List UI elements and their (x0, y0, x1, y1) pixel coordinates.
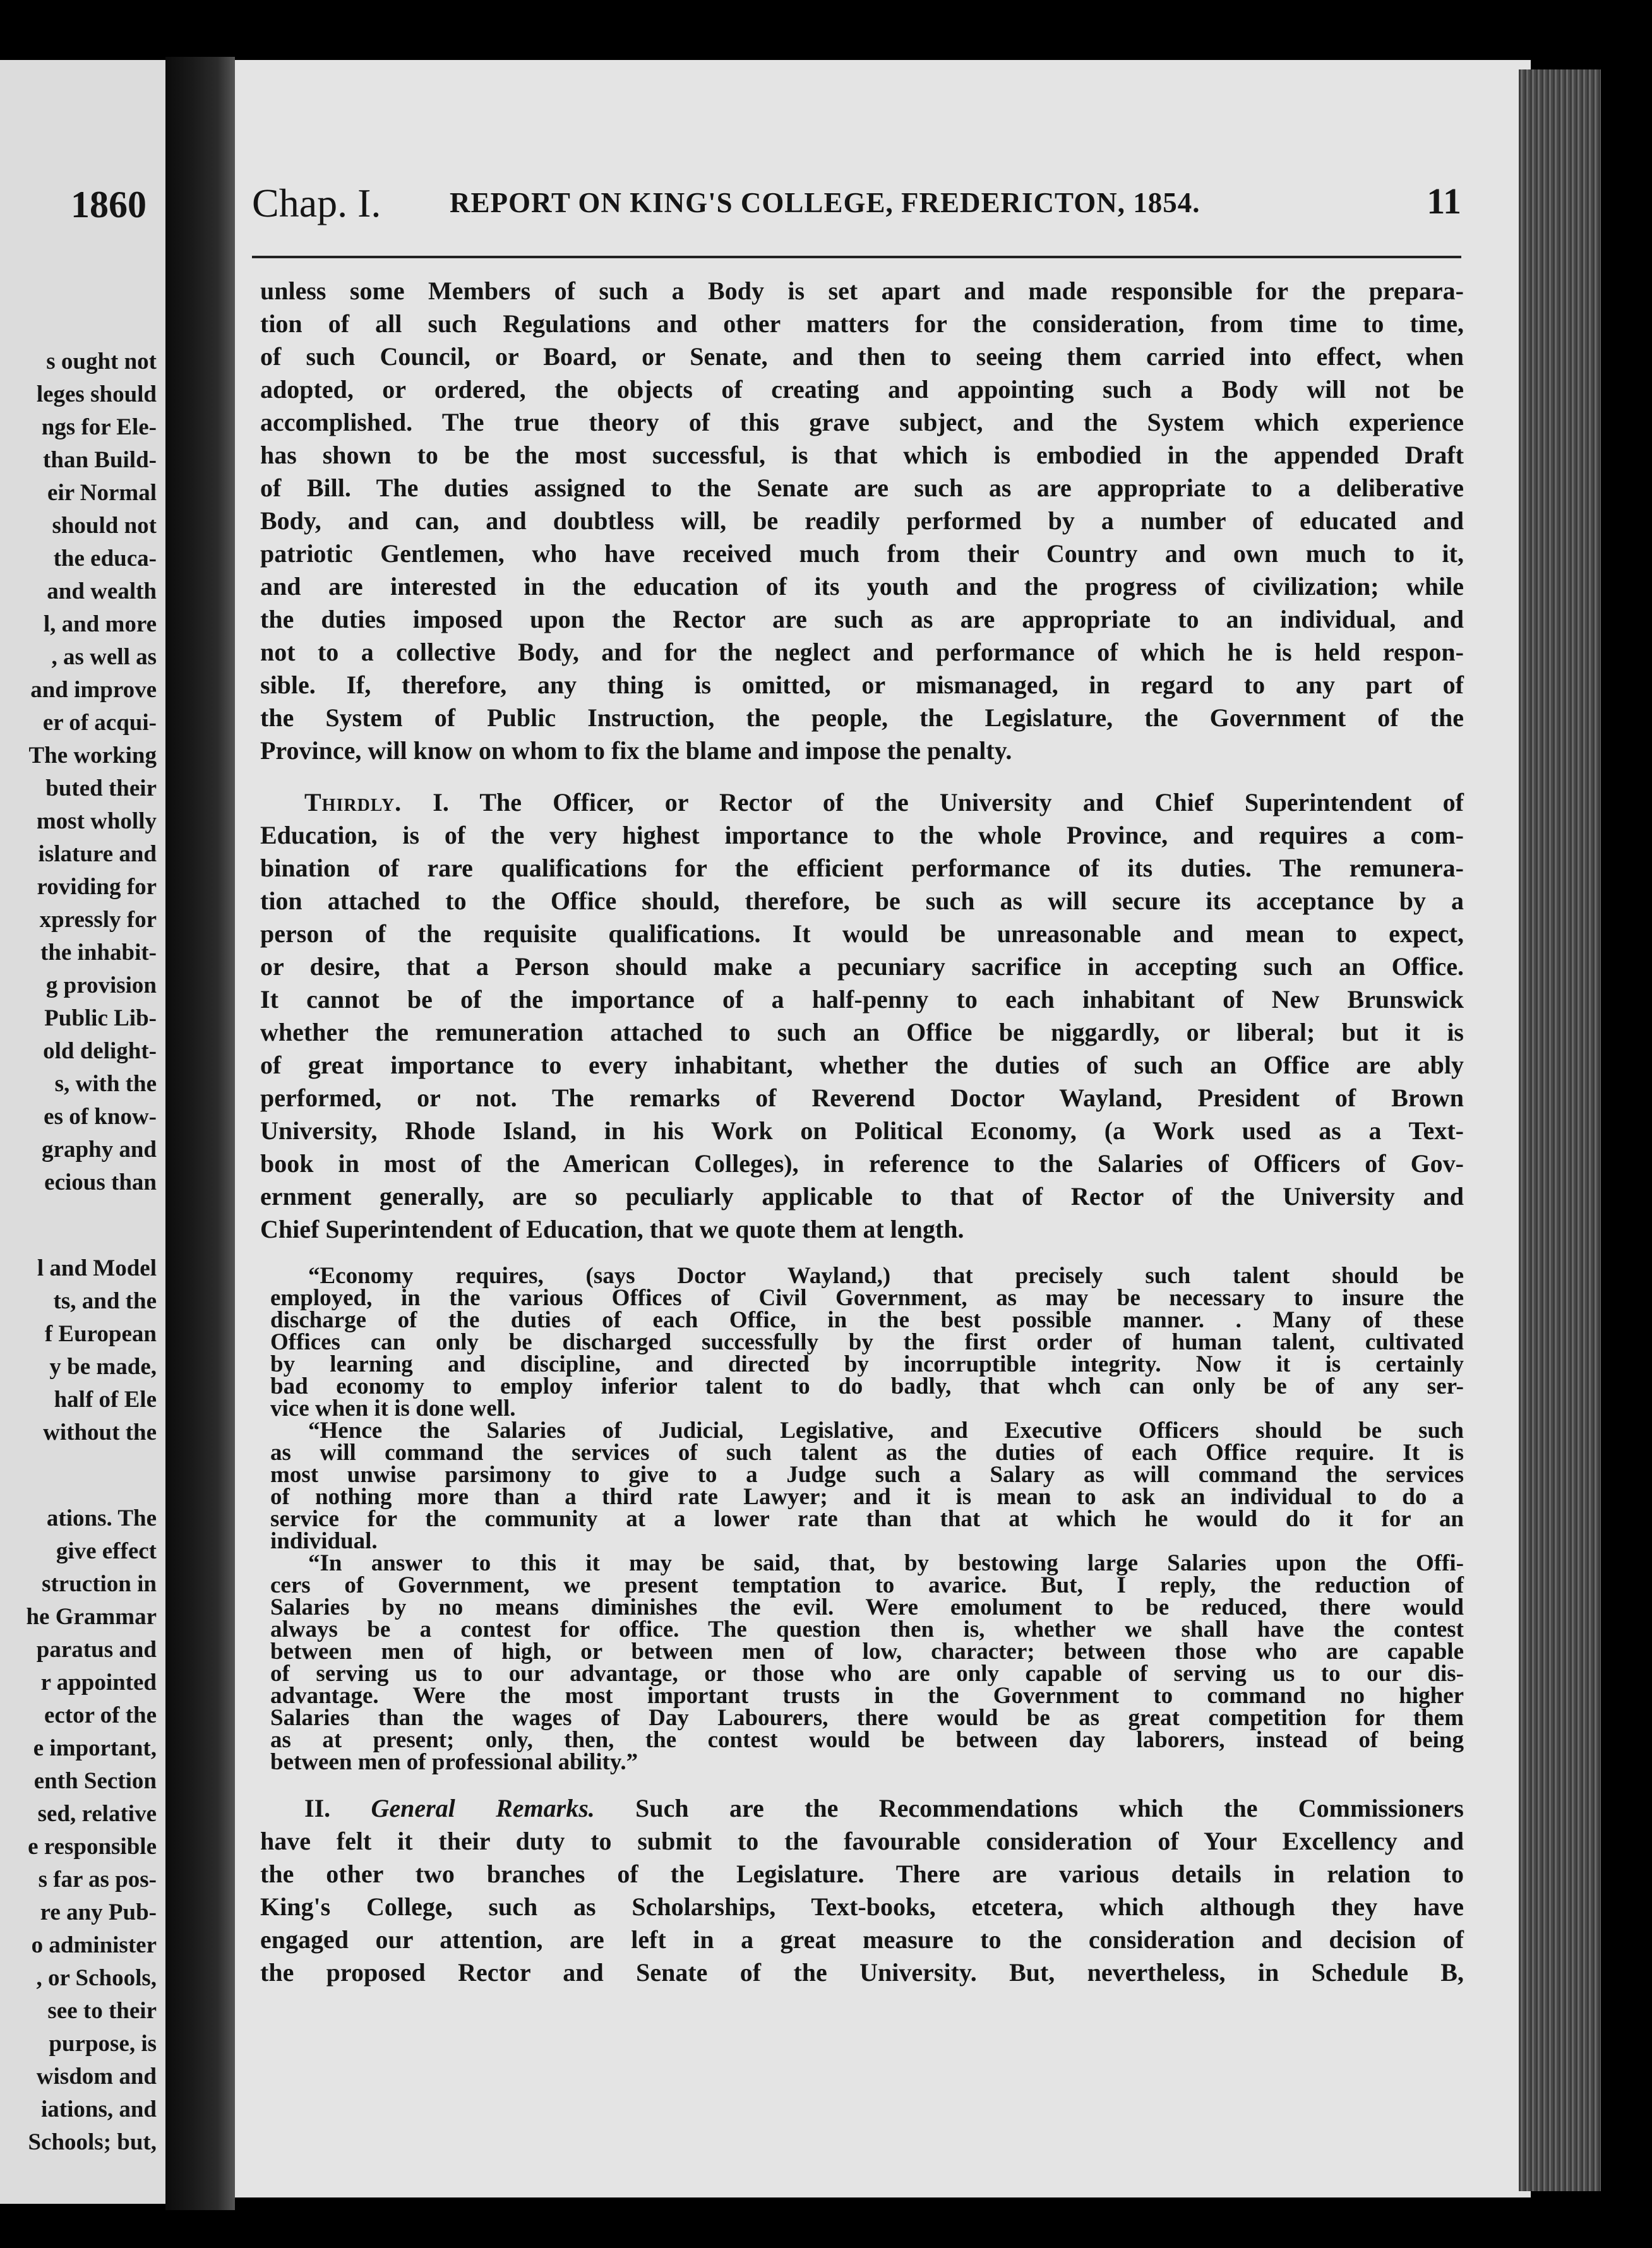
quote-line: individual. (270, 1528, 378, 1554)
quote-line: Salaries than the wages of Day Labourers, there would be as great competition for them (270, 1705, 1464, 1731)
quote-line: most unwise parsimony to give to a Judge such a Salary as will command the services (270, 1462, 1464, 1488)
left-text-line: , or Schools, (36, 1965, 157, 1991)
chapter-label: Chap. I. (252, 181, 381, 225)
quote-line: discharge of the duties of each Office, in the best possible manner. . Many of these (270, 1307, 1464, 1333)
left-text-line: sed, relative (37, 1801, 157, 1827)
left-text-line: g provision (45, 972, 157, 998)
left-text-line: paratus and (36, 1637, 157, 1663)
quote-line: always be a contest for office. The question then is, whether we shall have the contest (270, 1617, 1464, 1642)
quote-line: service for the community at a lower rate than that at which he would do it for an (270, 1506, 1464, 1532)
quote-line: as will command the services of such talent as the duties of each Office require. It is (270, 1440, 1464, 1466)
left-text-line: xpressly for (39, 907, 157, 933)
quote-line: vice when it is done well. (270, 1396, 516, 1421)
left-text-line: eir Normal (47, 480, 157, 506)
text-line: whether the remuneration attached to such an Office be niggardly, or liberal; but it is (260, 1018, 1464, 1046)
left-text-line: the educa- (53, 546, 157, 571)
text-line: the System of Public Instruction, the people, the Legislature, the Government of the (260, 703, 1464, 732)
left-text-line: , as well as (51, 644, 157, 670)
paragraph-intro (260, 275, 1464, 767)
text-line: and are interested in the education of its youth and the progress of civilization; while (260, 572, 1464, 601)
left-text-line: give effect (56, 1538, 157, 1564)
section-heading: General Remarks. (371, 1794, 595, 1822)
left-text-line (26, 1199, 157, 1252)
page-body (260, 275, 1464, 1989)
quote-line: Offices can only be discharged successfully by the first order of human talent, cultivated (270, 1329, 1464, 1355)
text-line: bination of rare qualifications for the efficient performance of its duties. The remunera- (260, 854, 1464, 882)
text-line: accomplished. The true theory of this grave subject, and the System which experience (260, 408, 1464, 436)
text-line: tion attached to the Office should, therefore, be such as will secure its acceptance by a (260, 887, 1464, 915)
left-text-line: purpose, is (49, 2031, 157, 2057)
text-line: Chief Superintendent of Education, that we quote them at length. (260, 1215, 964, 1243)
left-text-line: than Build- (43, 447, 157, 473)
text-line: Education, is of the very highest importance to the whole Province, and requires a com- (260, 821, 1464, 849)
left-text-line: should not (52, 513, 157, 539)
left-text-line: graphy and (42, 1137, 157, 1163)
text-line: or desire, that a Person should make a pecuniary sacrifice in accepting such an Office. (260, 952, 1464, 981)
left-page-text (26, 345, 157, 2159)
text-line: of great importance to every inhabitant, whether the duties of such an Office are ably (260, 1051, 1464, 1079)
left-text-line: er of acqui- (42, 710, 157, 736)
left-text-line: e responsible (28, 1834, 157, 1860)
quotation-salaries (260, 1420, 1464, 1552)
quote-line: of nothing more than a third rate Lawyer; and it is mean to ask an individual to do a (270, 1484, 1464, 1510)
header-rule (252, 256, 1461, 258)
quote-line: as at present; only, then, the contest would be between day laborers, instead of being (270, 1727, 1464, 1753)
quote-line: between men of high, or between men of low, character; between those who are capable (270, 1639, 1464, 1665)
left-text-line: the inhabit- (40, 940, 157, 966)
quote-line: Salaries by no means diminishes the evil. Were emolument to be reduced, there would (270, 1594, 1464, 1620)
text-line: not to a collective Body, and for the neglect and performance of which he is held respon- (260, 638, 1464, 666)
text-line: the other two branches of the Legislature. There are various details in relation to (260, 1860, 1464, 1888)
text-line: II. General Remarks. Such are the Recommendations which the Commissioners (304, 1794, 1464, 1822)
left-text-line: Schools; but, (28, 2129, 157, 2155)
text-line: ernment generally, are so peculiarly applicable to that of Rector of the University and (260, 1182, 1464, 1211)
text-line: adopted, or ordered, the objects of creating and appointing such a Body will not be (260, 375, 1464, 404)
text-line: Province, will know on whom to fix the blame and impose the penalty. (260, 736, 1012, 765)
text-line: person of the requisite qualifications. It would be unreasonable and mean to expect, (260, 919, 1464, 948)
left-text-line: see to their (47, 1998, 157, 2024)
left-text-line: Public Lib- (44, 1005, 157, 1031)
text-line: of such Council, or Board, or Senate, and then to seeing them carried into effect, when (260, 342, 1464, 371)
left-text-line: ector of the (44, 1702, 157, 1728)
text-line: King's College, such as Scholarships, Text-books, etcetera, which although they have (260, 1892, 1464, 1921)
left-text-line: e important, (33, 1735, 157, 1761)
left-text-line: he Grammar (26, 1604, 157, 1630)
right-page (235, 60, 1531, 2197)
quote-line: by learning and discipline, and directed by incorruptible integrity. Now it is certainly (270, 1351, 1464, 1377)
left-text-line: The working (28, 743, 157, 768)
left-text-line: roviding for (37, 874, 157, 900)
left-text-line: buted their (45, 775, 157, 801)
left-text-line: ts, and the (53, 1288, 157, 1314)
left-text-line: y be made, (49, 1354, 157, 1380)
left-text-line: leges should (36, 381, 157, 407)
left-page-fragment (0, 60, 165, 2204)
text-line: patriotic Gentlemen, who have received much from their Country and own much to it, (260, 539, 1464, 568)
left-text-line: wisdom and (36, 2064, 157, 2090)
left-text-line: old delight- (43, 1038, 157, 1064)
left-text-line: l and Model (37, 1255, 157, 1281)
paragraph-general-remarks (260, 1792, 1464, 1989)
paragraph-lead: Thirdly. (304, 788, 402, 816)
page-edges (1519, 69, 1601, 2191)
left-text-line: most wholly (36, 808, 157, 834)
text-line: the proposed Rector and Senate of the University. But, nevertheless, in Schedule B, (260, 1958, 1464, 1987)
left-text-line: enth Section (33, 1768, 157, 1794)
quotation-economy (260, 1265, 1464, 1420)
quote-line: “Hence the Salaries of Judicial, Legislative, and Executive Officers should be such (308, 1418, 1464, 1444)
page-number: 11 (1427, 181, 1461, 222)
quote-line: “Economy requires, (says Doctor Wayland,) that precisely such talent should be (308, 1263, 1464, 1289)
text-line: book in most of the American Colleges), in reference to the Salaries of Officers of Gov- (260, 1149, 1464, 1178)
text-line: the duties imposed upon the Rector are such as are appropriate to an individual, and (260, 605, 1464, 633)
left-text-line: s far as pos- (38, 1867, 157, 1892)
left-text-line: es of know- (44, 1104, 157, 1130)
text-line: performed, or not. The remarks of Reverend Doctor Wayland, President of Brown (260, 1084, 1464, 1112)
left-text-line: re any Pub- (40, 1899, 157, 1925)
left-text-line: and wealth (47, 578, 157, 604)
text-line: Thirdly. I. The Officer, or Rector of the University and Chief Superintendent of (304, 788, 1464, 816)
left-text-line: o administer (31, 1932, 157, 1958)
left-text-line: ations. The (46, 1505, 157, 1531)
text-line: of Bill. The duties assigned to the Senate are such as are appropriate to a deliberative (260, 474, 1464, 502)
text-line: tion of all such Regulations and other matters for the consideration, from time to time, (260, 309, 1464, 338)
text-line: engaged our attention, are left in a great measure to the consideration and decision of (260, 1925, 1464, 1954)
left-text-line: ecious than (44, 1169, 157, 1195)
quote-line: cers of Government, we present temptation to avarice. But, I reply, the reduction of (270, 1572, 1464, 1598)
left-text-line: islature and (38, 841, 157, 867)
left-text-line: f European (44, 1321, 157, 1347)
quote-line: employed, in the various Offices of Civil Government, as may be necessary to insure the (270, 1285, 1464, 1311)
paragraph-thirdly (260, 786, 1464, 1246)
left-text-line: and improve (30, 677, 157, 703)
text-line: unless some Members of such a Body is set apart and made responsible for the prepara- (260, 277, 1464, 305)
left-text-line: struction in (42, 1571, 157, 1597)
left-text-line (26, 1449, 157, 1502)
left-page-number: 1860 (71, 184, 147, 225)
text-line: It cannot be of the importance of a half-penny to each inhabitant of New Brunswick (260, 985, 1464, 1013)
running-title: REPORT ON KING'S COLLEGE, FREDERICTON, 1854. (450, 187, 1200, 218)
running-header (252, 180, 1461, 230)
quote-line: bad economy to employ inferior talent to do badly, that whch can only be of any ser- (270, 1373, 1464, 1399)
text-line: has shown to be the most successful, is that which is embodied in the appended Draft (260, 441, 1464, 469)
left-text-line: l, and more (43, 611, 157, 637)
quote-line: “In answer to this it may be said, that, by bestowing large Salaries upon the Offi- (308, 1550, 1464, 1576)
left-text-line: without the (43, 1420, 157, 1445)
left-text-line: half of Ele (54, 1387, 157, 1413)
text-line: Body, and can, and doubtless will, be readily performed by a number of educated and (260, 506, 1464, 535)
left-text-line: iations, and (40, 2096, 157, 2122)
quote-line: advantage. Were the most important trusts in the Government to command no higher (270, 1683, 1464, 1709)
text-line: sible. If, therefore, any thing is omitted, or mismanaged, in regard to any part of (260, 671, 1464, 699)
quote-line: of serving us to our advantage, or those who are only capable of serving us to our dis- (270, 1661, 1464, 1687)
left-text-line: s ought not (46, 349, 157, 374)
text-line: University, Rhode Island, in his Work on Political Economy, (a Work used as a Text- (260, 1116, 1464, 1145)
text-line: have felt it their duty to submit to the favourable consideration of Your Excellency and (260, 1827, 1464, 1855)
left-text-line: r appointed (40, 1670, 157, 1695)
quotation-answer (260, 1552, 1464, 1773)
left-text-line: ngs for Ele- (41, 414, 157, 440)
quote-line: between men of professional ability.” (270, 1749, 638, 1775)
left-text-line: s, with the (54, 1071, 157, 1097)
book-gutter-shadow (165, 57, 235, 2210)
